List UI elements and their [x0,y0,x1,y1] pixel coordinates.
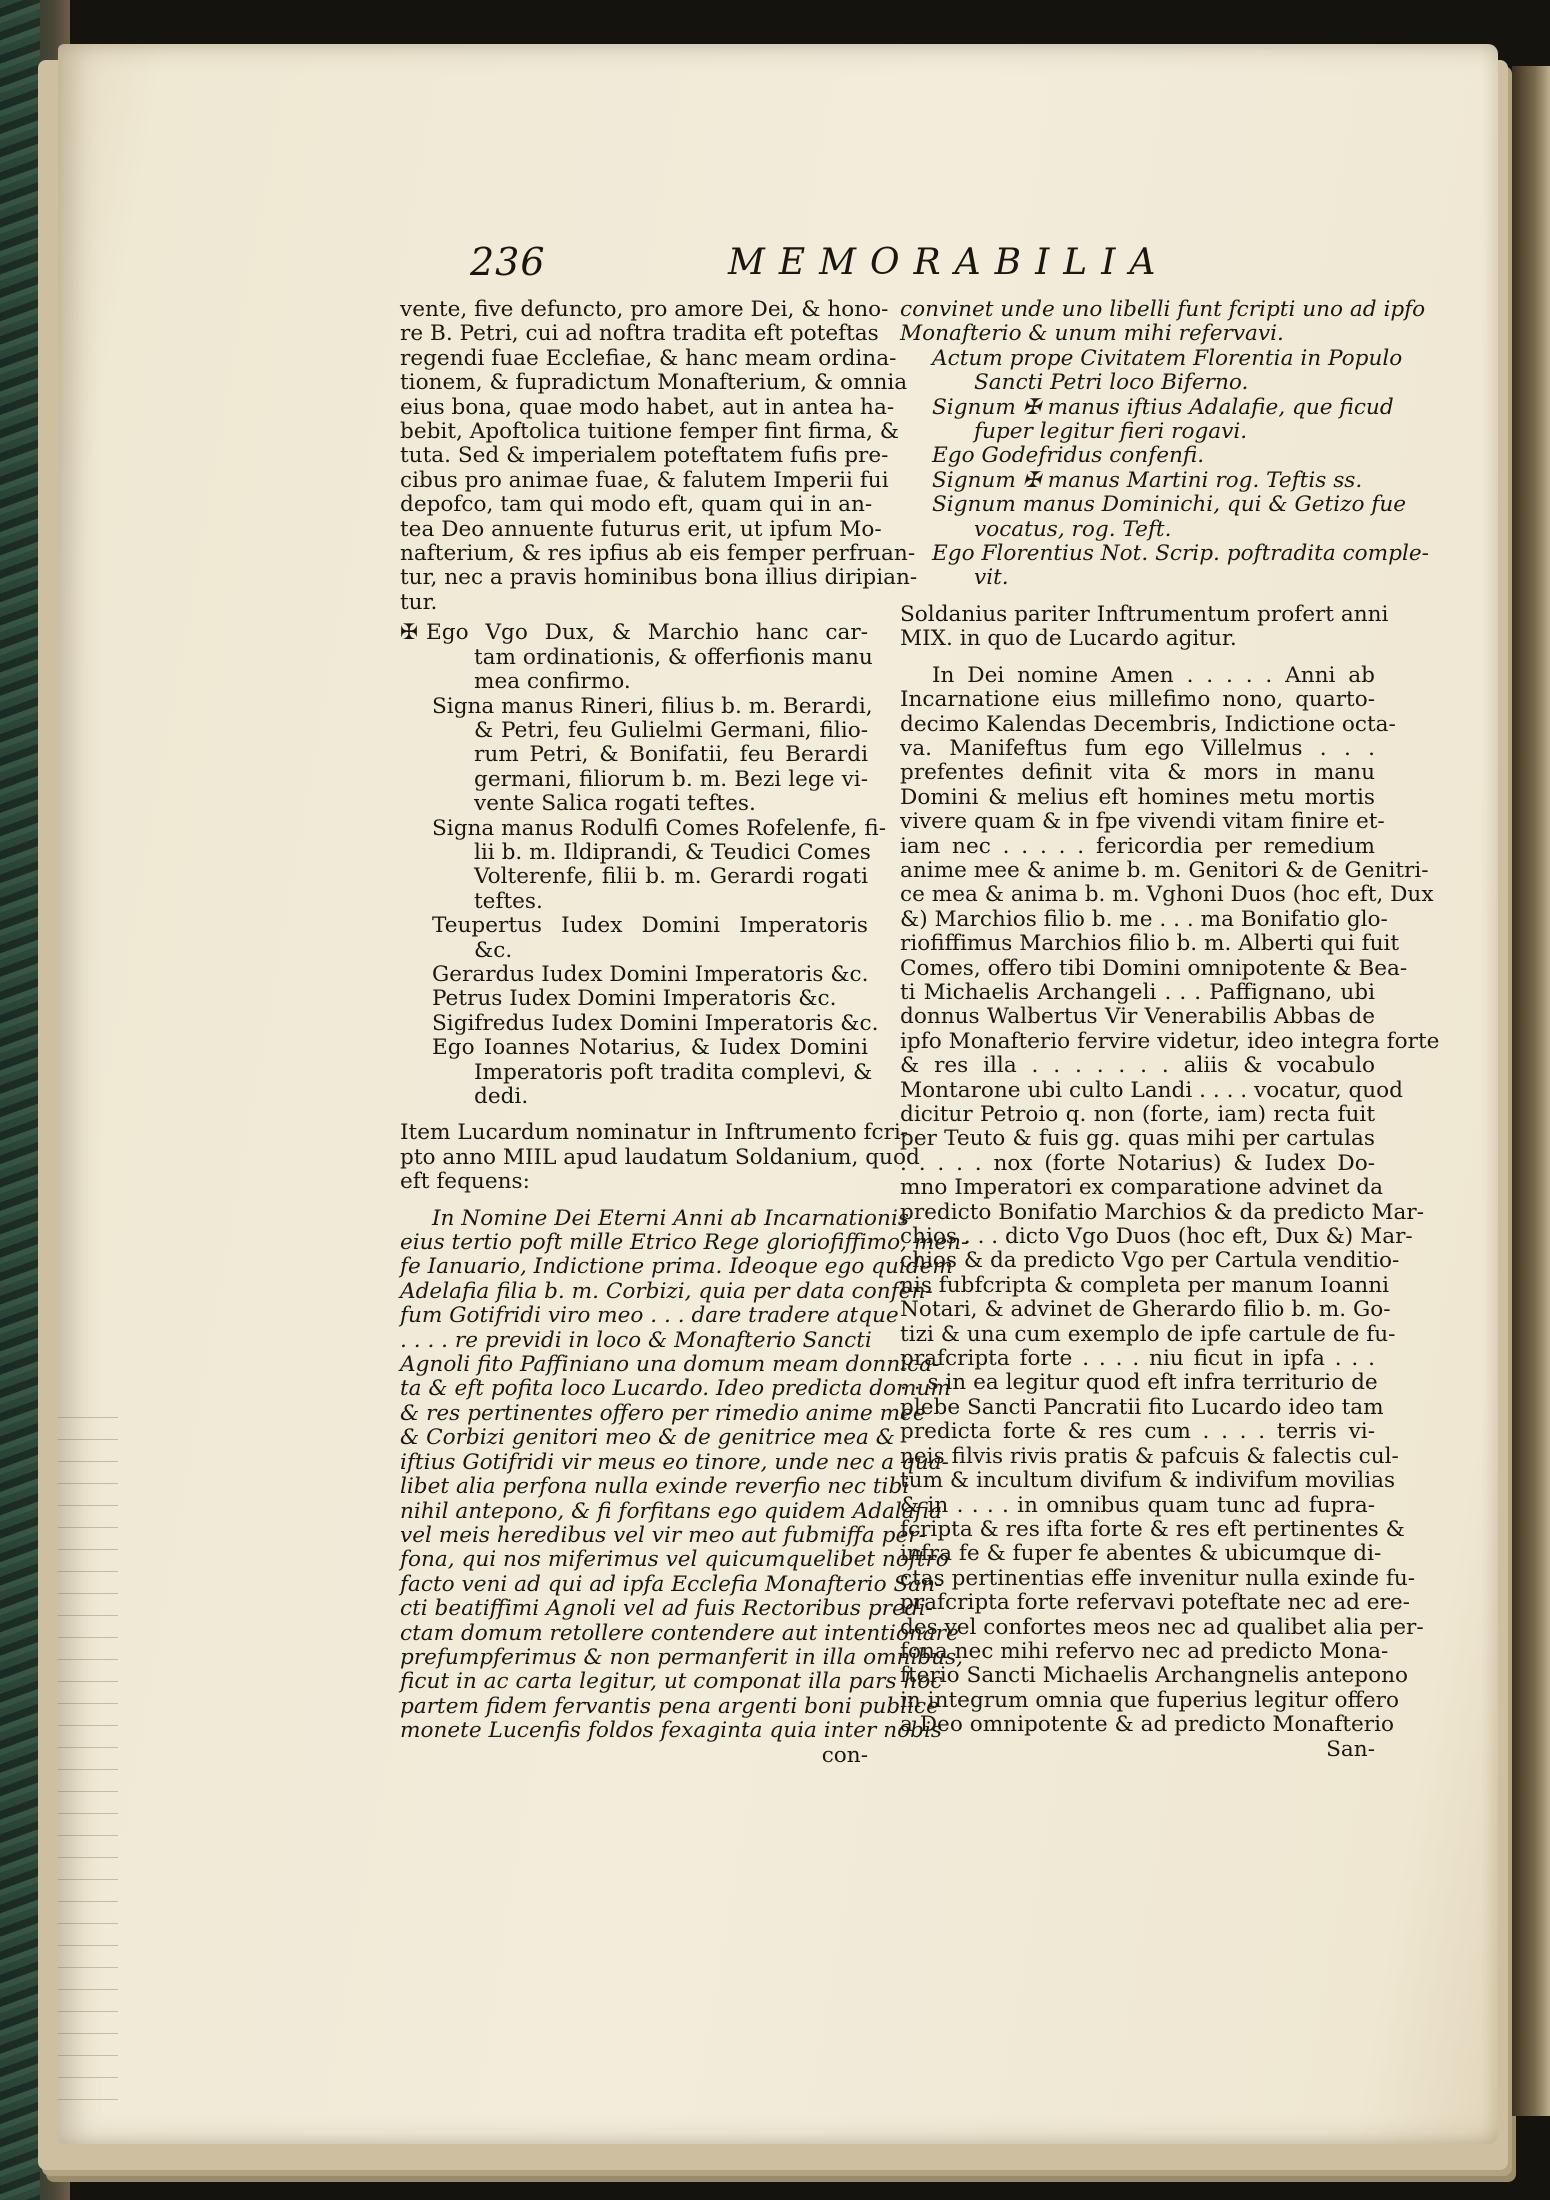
ego-godefridus: Ego Godefridus confenfi. [932,443,1205,469]
signum-adalasie: Signum ✠ manus iftius Adalafie, que ficud fuper legitur fieri rogavi. [932,394,1394,445]
item-lucardum-paragraph: Item Lucardum nominatur in Inftrumento fcri- pto anno MIIL apud laudatum Soldanium, quod eft fequens: [400,1120,920,1195]
cross-icon: ✠ [400,620,419,646]
page-edge-lines [58,1400,118,2100]
right-column [900,297,1440,1762]
facing-page-edge [1512,66,1550,2116]
charter-text: In Nomine Dei Eterni Anni ab Incarnationis eius tertio poft mille Etrico Rege gloriofiffimo, men- fe Ianuario, Indictione prima. Ideoque ego quidem Adelafia filia b. m. Corbizi, quia per data confen- fum Gotifridi viro meo . . . dare tradere atque . . . . re previdi in loco & Monafterio Sancti Agnoli fito Paffiniano una domum meam donnica- ta & eft pofita loco Lucardo. Ideo predicta domum & res pertinentes offero per rimedio anime mee & Corbizi genitori meo & de genitrice mea & iftius Gotifridi vir meus eo tinore, unde nec a qua- libet alia perfona nulla exinde reverfio nec tibi nihil antepono, & fi forfitans ego quidem Adalafia vel meis heredibus vel vir meo aut fubmiffa per- fona, qui nos miferimus vel quicumquelibet noftro facto veni ad qui ad ipfa Ecclefia Monafterio San- cti beatiffimi Agnoli vel ad fuis Rectoribus predi- ctam domum retollere contendere aut intentionare prefumpferimus & non permanferit in illa omnibus, ficut in ac carta legitur, ut componat illa pars hoc partem fidem fervantis pena argenti boni publice monete Lucenfis foldos fexaginta quia inter nobis [400,1205,969,1744]
witness-petrus: Petrus Iudex Domini Imperatoris &c. [432,986,837,1012]
actum-line: Actum prope Civitatem Florentia in Populo Sancti Petri loco Biferno. [932,345,1403,396]
witness-gerardus: Gerardus Iudex Domini Imperatoris &c. [432,961,869,987]
page-title: MEMORABILIA [728,242,1170,283]
signa-rineri: Signa manus Rineri, filius b. m. Berardi, & Petri, feu Gulielmi Germani, filio- rum Petri, & Bonifatii, feu Berardi germani, filiorum b. m. Bezi lege vi- vente Salica rogati teftes. [432,693,873,817]
page-number: 236 [470,240,546,284]
catchword: con- [821,1742,868,1768]
ego-ugo-signature: ✠ Ego Vgo Dux, & Marchio hanc car- tam ordinationis, & offerfionis manu mea confirmo. [400,620,873,695]
soldanius-paragraph: Soldanius pariter Inftrumentum profert anni MIX. in quo de Lucardo agitur. [900,601,1389,652]
left-column [400,297,969,1768]
second-charter-text: In Dei nomine Amen . . . . . Anni ab Incarnatione eius millefimo nono, quarto- decimo Kalendas Decembris, Indictione octa- va. Manifeftus fum ego Villelmus . . . prefentes definit vita & mors in manu Domini & melius eft homines metu mortis vivere quam & in fpe vivendi vitam finire et- iam nec . . . . . fericordia per remedium anime mee & anime b. m. Genitori & de Genitri- ce mea & anima b. m. Vghoni Duos (hoc eft, Dux &) Marchios filio b. me . . . ma Bonifatio glo- riofiffimus Marchios filio b. m. Alberti qui fuit Comes, offero tibi Domini omnipotente & Bea- ti Michaelis Archangeli . . . Paffignano, ubi donnus Walbertus Vir Venerabilis Abbas de ipfo Monafterio fervire videtur, ideo integra forte & res illa . . . . . . . aliis & vocabulo Montarone ubi culto Landi . . . . vocatur, quod dicitur Petroio q. non (forte, iam) recta fuit per Teuto & fuis gg. quas mihi per cartulas . . . . . nox (forte Notarius) & Iudex Do- mno Imperatori ex comparatione advinet da predicto Bonifatio Marchios & da predicto Mar- chios . . . dicto Vgo Duos (hoc eft, Dux &) Mar- chios & da predicto Vgo per Cartula venditio- nis fubfcripta & completa per manum Ioanni Notari, & advinet de Gherardo filio b. m. Go- tizi & una cum exemplo de ipfe cartule de fu- prafcripta forte . . . . niu ficut in ipfa . . . . . s in ea legitur quod eft infra territurio de plebe Sancti Pancratii fito Lucardo ideo tam predicta forte & res cum . . . . terris vi- neis filvis rivis pratis & pafcuis & falectis cul- tum & incultum divifum & indivifum movilias & in . . . . in omnibus quam tunc ad fupra- fcripta & res ifta forte & res eft pertinentes & infra fe & fuper fe abentes & ubicumque di- ctas pertinentias effe invenitur nulla exinde fu- prafcripta forte refervavi poteftate nec ad ere- des vel confortes meos nec ad qualibet alia per- fona nec mihi refervo nec ad predicto Mona- fterio Sancti Michaelis Archangnelis antepono in integrum omnia que fuperius legitur offero a Deo omnipotente & ad predicto Monafterio [900,662,1440,1738]
signum-dominichi: Signum manus Dominichi, qui & Getizo fue vocatus, rog. Teft. [932,492,1407,542]
intro-paragraph: vente, five defuncto, pro amore Dei, & hono- re B. Petri, cui ad noftra tradita eft poteftas regendi fuae Ecclefiae, & hanc meam ordina- tionem, & fupradictum Monafterium, & omnia eius bona, quae modo habet, aut in antea ha- bebit, Apoftolica tuitione femper fint firma, & tuta. Sed & imperialem poteftatem fufis pre- cibus pro animae fuae, & falutem Imperii fui depofco, tam qui modo eft, quam qui in an- tea Deo annuente futurus erit, ut ipfum Mo- nafterium, & res ipfius ab eis femper perfruan- tur, nec a pravis hominibus bona illius diripian- tur. [400,297,918,615]
ego-ioannes: Ego Ioannes Notarius, & Iudex Domini Imperatoris poft tradita complevi, & dedi. [432,1035,873,1109]
catchword: San- [1326,1736,1375,1762]
witness-sigifredus: Sigifredus Iudex Domini Imperatoris &c. [432,1010,879,1036]
signa-rodulfi: Signa manus Rodulfi Comes Rofelenfe, fi- lii b. m. Ildiprandi, & Teudici Comes Volterenfe, filii b. m. Gerardi rogati teftes. [432,815,886,914]
running-head [470,240,1170,288]
ego-florentius: Ego Florentius Not. Scrip. poftradita comple- vit. [932,541,1429,591]
signum-martini: Signum ✠ manus Martini rog. Teftis ss. [932,467,1363,493]
binding-cloth-texture [0,0,40,2200]
charter-end: convinet unde uno libelli funt fcripti uno ad ipfo Monafterio & unum mihi refervavi. [900,297,1426,347]
witness-teupertus: Teupertus Iudex Domini Imperatoris &c. [432,913,868,963]
